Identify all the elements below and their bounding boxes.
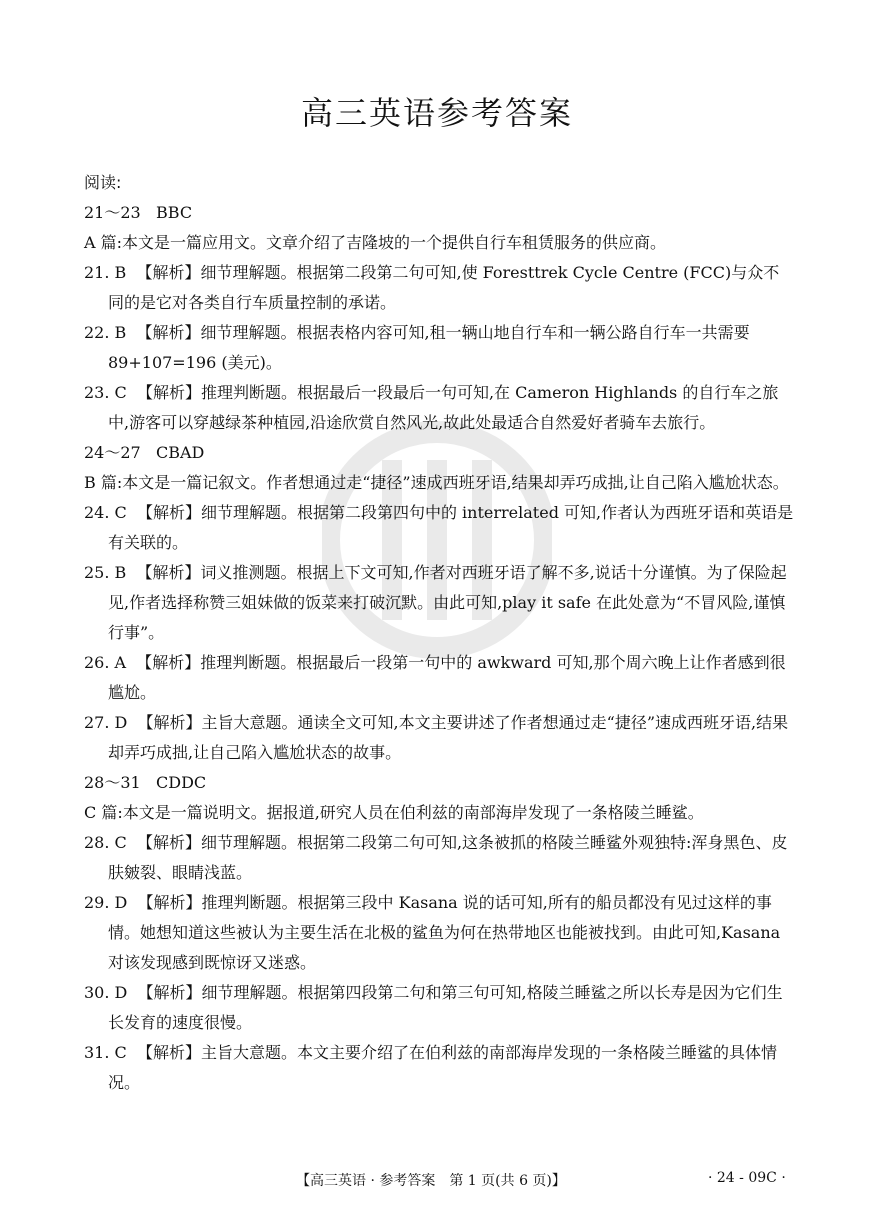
- question-number: 22. B: [84, 323, 127, 342]
- answer-item: [84, 1038, 794, 1098]
- answer-range: 21～23: [84, 203, 141, 222]
- footer-code: · 24 - 09C ·: [708, 1170, 786, 1186]
- answer-item: [84, 498, 794, 558]
- analysis-tag: 【解析】: [136, 563, 201, 582]
- reading-label: 阅读:: [84, 173, 122, 192]
- question-number: 28. C: [84, 833, 127, 852]
- question-number: 26. A: [84, 653, 127, 672]
- page-title: 高三英语参考答案: [300, 94, 573, 132]
- answer-key: CBAD: [156, 443, 205, 462]
- question-number: 25. B: [84, 563, 127, 582]
- question-number: 23. C: [84, 383, 127, 402]
- answer-item: [84, 978, 794, 1038]
- analysis-tag: 【解析】: [137, 983, 202, 1002]
- analysis-tag: 【解析】: [137, 713, 202, 732]
- question-number: 27. D: [84, 713, 128, 732]
- question-number: 21. B: [84, 263, 127, 282]
- answer-item: [84, 318, 794, 378]
- analysis-text: 词义推测题。根据上下文可知,作者对西班牙语了解不多,说话十分谨慎。为了保险起见,作者选择称赞三姐妹做的饭菜来打破沉默。由此可知,play it safe 在此处意为“不冒风险,谨慎行事”。: [108, 563, 787, 642]
- analysis-tag: 【解析】: [136, 383, 201, 402]
- analysis-text: 主旨大意题。通读全文可知,本文主要讲述了作者想通过走“捷径”速成西班牙语,结果却弄巧成拙,让自己陷入尴尬状态的故事。: [108, 713, 789, 762]
- analysis-tag: 【解析】: [136, 263, 201, 282]
- answer-range-line: [84, 438, 794, 468]
- question-number: 24. C: [84, 503, 127, 522]
- passage-summary: B 篇:本文是一篇记叙文。作者想通过走“捷径”速成西班牙语,结果却弄巧成拙,让自己陷入尴尬状态。: [84, 473, 789, 492]
- answer-item: [84, 708, 794, 768]
- question-number: 29. D: [84, 893, 128, 912]
- answer-range-line: [84, 198, 794, 228]
- answer-item: [84, 888, 794, 978]
- answer-range: 24～27: [84, 443, 141, 462]
- answer-item: [84, 648, 794, 708]
- analysis-text: 主旨大意题。本文主要介绍了在伯利兹的南部海岸发现的一条格陵兰睡鲨的具体情况。: [108, 1043, 777, 1092]
- analysis-tag: 【解析】: [136, 323, 201, 342]
- analysis-text: 细节理解题。根据表格内容可知,租一辆山地自行车和一辆公路自行车一共需要 89+107=196 (美元)。: [108, 323, 750, 372]
- answer-key: BBC: [156, 203, 193, 222]
- answer-range: 28～31: [84, 773, 141, 792]
- analysis-text: 细节理解题。根据第四段第二句和第三句可知,格陵兰睡鲨之所以长寿是因为它们生长发育的速度很慢。: [108, 983, 783, 1032]
- passage-summary: A 篇:本文是一篇应用文。文章介绍了吉隆坡的一个提供自行车租赁服务的供应商。: [84, 233, 667, 252]
- footer-page-info: 【高三英语 · 参考答案 第 1 页(共 6 页)】: [296, 1173, 566, 1189]
- answer-content: [84, 168, 794, 1098]
- analysis-text: 细节理解题。根据第二段第二句可知,使 Foresttrek Cycle Centre (FCC)与众不同的是它对各类自行车质量控制的承诺。: [108, 263, 780, 312]
- answer-item: [84, 258, 794, 318]
- answer-key: CDDC: [156, 773, 207, 792]
- analysis-text: 细节理解题。根据第二段第四句中的 interrelated 可知,作者认为西班牙语和英语是有关联的。: [108, 503, 794, 552]
- passage-summary: C 篇:本文是一篇说明文。据报道,研究人员在伯利兹的南部海岸发现了一条格陵兰睡鲨。: [84, 803, 704, 822]
- analysis-text: 推理判断题。根据最后一段最后一句可知,在 Cameron Highlands 的自行车之旅中,游客可以穿越绿茶种植园,沿途欣赏自然风光,故此处最适合自然爱好者骑车去旅行。: [108, 383, 779, 432]
- answer-item: [84, 378, 794, 438]
- answer-item: [84, 558, 794, 648]
- analysis-tag: 【解析】: [136, 1043, 201, 1062]
- analysis-text: 推理判断题。根据第三段中 Kasana 说的话可知,所有的船员都没有见过这样的事情。她想知道这些被认为主要生活在北极的鲨鱼为何在热带地区也能被找到。由此可知,Kasana 对该发现感到既惊讶又迷惑。: [108, 893, 781, 972]
- answer-range-line: [84, 768, 794, 798]
- analysis-tag: 【解析】: [137, 893, 202, 912]
- question-number: 31. C: [84, 1043, 127, 1062]
- question-number: 30. D: [84, 983, 128, 1002]
- analysis-tag: 【解析】: [136, 653, 201, 672]
- analysis-text: 推理判断题。根据最后一段第一句中的 awkward 可知,那个周六晚上让作者感到很尴尬。: [108, 653, 786, 702]
- analysis-tag: 【解析】: [136, 503, 201, 522]
- analysis-text: 细节理解题。根据第二段第二句可知,这条被抓的格陵兰睡鲨外观独特:浑身黑色、皮肤皴裂、眼睛浅蓝。: [108, 833, 788, 882]
- analysis-tag: 【解析】: [136, 833, 201, 852]
- answer-item: [84, 828, 794, 888]
